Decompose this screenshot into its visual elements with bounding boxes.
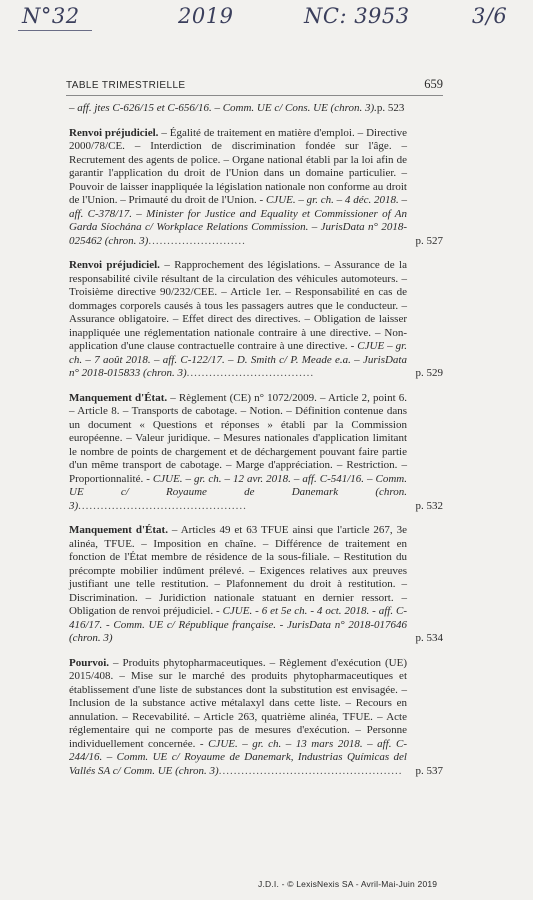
entry-citation: CJUE – gr. ch. – 7 août 2018. – aff. C-122/17. – D. Smith c/ P. Meade e.a. – JurisData n° 2018-015833 (chron. 3) bbox=[69, 340, 407, 379]
dot-leader: ................................................. bbox=[218, 764, 403, 777]
page-number: 659 bbox=[424, 77, 443, 91]
dot-leader: .......................... bbox=[148, 234, 246, 247]
handwritten-fraction: 3/6 bbox=[472, 4, 508, 28]
page-header bbox=[66, 77, 443, 96]
page-reference: p. 527 bbox=[415, 234, 443, 247]
entry-text: – Produits phytopharmaceutiques. – Règlement d'exécution (UE) 2015/408. – Mise sur le marché des produits phytopharmaceutiques et établissement d'une liste de substances dont la substitution est envisagée. – Inclusion de la substance active métalaxyl dans cette liste. – Recours en annulation. – Recevabilité. – Article 263, quatrième alinéa, TFUE. – Acte réglementaire qui ne comporte pas de mesures d'exécution. – Personne individuellement concernée. - bbox=[69, 656, 407, 750]
header-title: TABLE TRIMESTRIELLE bbox=[66, 80, 186, 91]
entry-text: – Règlement (CE) n° 1072/2009. – Article 2, point 6. – Article 8. – Transports de cabotage. – Notion. – Définition contenue dans un document « Questions et réponses » établi par la Commission européenne. – Valeur juridique. – Mesures nationales d'application limitant le nombre de points de chargement et de déchargement pouvant faire partie d'un même transport de cabotage. – Marge d'appréciation. – Restriction. – Proportionnalité. - bbox=[69, 391, 407, 485]
entry-heading: Renvoi préjudiciel. bbox=[69, 126, 159, 139]
entry-text: – aff. jtes C-626/15 et C-656/16. – Comm. UE c/ Cons. UE (chron. 3). bbox=[69, 102, 377, 114]
entry-citation: CJUE. – gr. ch. – 12 avr. 2018. – aff. C-541/16. – Comm. UE c/ Royaume de Danemark (chron. 3) bbox=[69, 472, 408, 512]
page-reference: p. 523 bbox=[376, 102, 405, 114]
entry-heading: Manquement d'État. bbox=[69, 524, 168, 536]
page-reference: p. 529 bbox=[415, 367, 443, 379]
page-reference: p. 534 bbox=[415, 632, 443, 644]
page-reference: p. 537 bbox=[415, 764, 443, 777]
entry bbox=[69, 524, 441, 646]
entry-heading: Pourvoi. bbox=[69, 656, 110, 669]
handwritten-number: N°32 bbox=[22, 4, 80, 28]
page-footer: J.D.I. - © LexisNexis SA - Avril-Mai-Juin 2019 bbox=[258, 879, 438, 889]
entry bbox=[69, 259, 441, 381]
handwritten-year: 2019 bbox=[178, 4, 234, 28]
entry-citation: CJUE. - 6 et 5e ch. - 4 oct. 2018. - aff. C-416/17. - Comm. UE c/ République française. - JurisData n° 2018-017646 (chron. 3) bbox=[69, 605, 407, 644]
entry-text: – Rapprochement des législations. – Assurance de la responsabilité civile résultant de la circulation des véhicules automoteurs. – Troisième directive 90/232/CEE. – Article 1er. – Responsabilité en cas de dommages corporels causés à tous les passagers autres que le conducteur. – Assurance obligatoire. – Effet direct des directives. – Obligation de laisser inappliquée une réglementation nationale contraire à une directive. – Non-application d'une clause contractuelle contraire à une directive. - bbox=[69, 259, 407, 352]
dot-leader: ............................................. bbox=[78, 499, 247, 512]
entry-text: – Égalité de traitement en matière d'emploi. – Directive 2000/78/CE. – Interdiction de discrimination fondée sur l'âge. – Recrutement des agents de police. – Organe national établi par la loi afin de garantir l'application du droit de l'Union dans un domaine particulier. – Pouvoir de laisser inappliquée la législation nationale non conforme au droit de l'Union. – Primauté du droit de l'Union. - bbox=[69, 126, 407, 206]
handwritten-underline bbox=[18, 30, 92, 31]
entry-continuation bbox=[69, 102, 441, 116]
table-content bbox=[69, 102, 441, 789]
dot-leader: .................................. bbox=[186, 367, 315, 379]
entry bbox=[69, 127, 441, 249]
entry-citation: CJUE. – gr. ch. – 13 mars 2018. – aff. C-244/16. – Comm. UE c/ Royaume de Danemark, Industrias Químicas del Vallés SA c/ Comm. UE (chron. 3) bbox=[69, 737, 407, 777]
entry bbox=[69, 657, 441, 779]
entry-citation: CJUE. – gr. ch. – 4 déc. 2018. – aff. C-378/17. – Minister for Justice and Equality et Commissioner of An Garda Síochána c/ Workplace Relations Commission. – JurisData n° 2018-025462 (chron. 3) bbox=[69, 194, 408, 247]
page-reference: p. 532 bbox=[415, 499, 443, 512]
entry-heading: Manquement d'État. bbox=[69, 391, 168, 404]
handwritten-reference: NC: 3953 bbox=[304, 4, 410, 28]
entry bbox=[69, 392, 441, 514]
entry-text: – Articles 49 et 63 TFUE ainsi que l'article 267, 3e alinéa, TFUE. – Imposition en chaîne. – Différence de traitement en fonction de l'État membre de résidence de la sous-filiale. – Restitution du précompte mobilier indûment prélevé. – Exigences relatives aux preuves justifiant une telle restitution. – Plafonnement du droit à restitution. – Discrimination. – Juridiction nationale statuant en dernier ressort. – Obligation de renvoi préjudiciel. - bbox=[69, 524, 407, 617]
entry-heading: Renvoi préjudiciel. bbox=[69, 259, 160, 271]
